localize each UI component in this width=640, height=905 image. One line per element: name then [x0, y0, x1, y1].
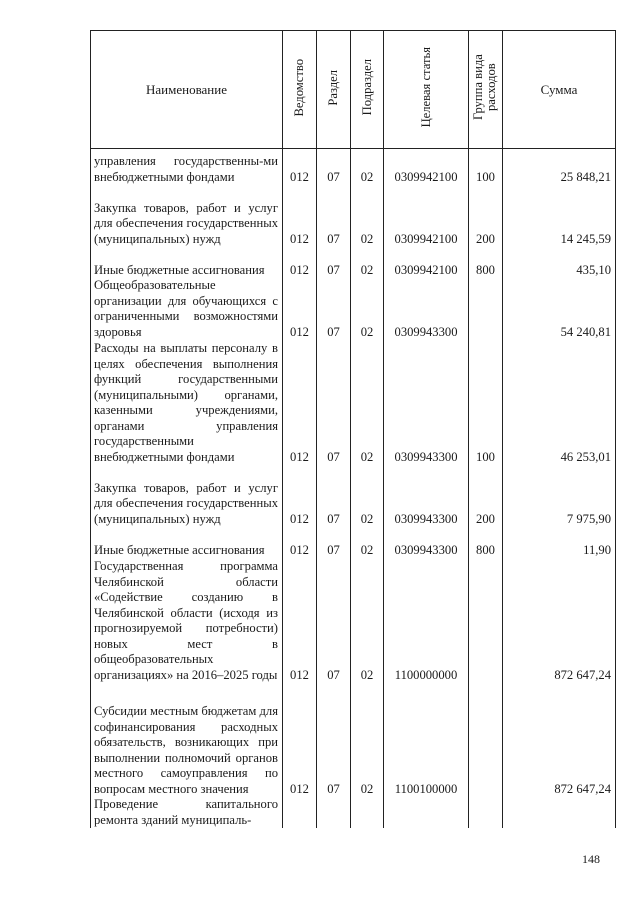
row-razdel: 07	[317, 247, 351, 278]
row-celevaya: 0309943300	[384, 465, 469, 527]
row-summa: 435,10	[503, 247, 616, 278]
table-body	[91, 149, 616, 829]
row-celevaya: 1100100000	[384, 683, 469, 797]
row-vedomstvo	[283, 797, 317, 828]
row-gruppa: 800	[469, 247, 503, 278]
row-name: Субсидии местным бюджетам для софинансирования расходных обязательств, возникающих при выполнении полномочий органов местного самоуправления по вопросам местного значения	[91, 683, 283, 797]
table-row	[91, 185, 616, 247]
row-vedomstvo: 012	[283, 185, 317, 247]
row-celevaya: 0309942100	[384, 247, 469, 278]
row-name: Общеобразовательные организации для обучающихся с ограниченными возможностями здоровья	[91, 278, 283, 340]
row-podrazdel: 02	[351, 149, 384, 186]
row-vedomstvo: 012	[283, 278, 317, 340]
row-gruppa	[469, 278, 503, 340]
row-podrazdel: 02	[351, 558, 384, 683]
row-vedomstvo: 012	[283, 247, 317, 278]
header-celevaya: Целевая статья	[384, 31, 469, 149]
row-summa: 46 253,01	[503, 340, 616, 465]
row-celevaya: 0309943300	[384, 278, 469, 340]
row-name: Иные бюджетные ассигнования	[91, 247, 283, 278]
row-razdel: 07	[317, 278, 351, 340]
row-razdel: 07	[317, 558, 351, 683]
row-name: Закупка товаров, работ и услуг для обеспечения государственных (муниципальных) нужд	[91, 465, 283, 527]
row-razdel: 07	[317, 527, 351, 558]
row-celevaya: 0309943300	[384, 527, 469, 558]
row-name: управления государственны-ми внебюджетными фондами	[91, 149, 283, 186]
row-name: Закупка товаров, работ и услуг для обеспечения государственных (муниципальных) нужд	[91, 185, 283, 247]
table-header	[91, 31, 616, 149]
row-vedomstvo: 012	[283, 558, 317, 683]
header-vedomstvo: Ведомство	[283, 31, 317, 149]
table-row	[91, 465, 616, 527]
header-gruppa: Группа вида расходов	[469, 31, 503, 149]
row-razdel: 07	[317, 185, 351, 247]
row-summa: 872 647,24	[503, 558, 616, 683]
row-razdel: 07	[317, 465, 351, 527]
table-row	[91, 683, 616, 797]
row-gruppa	[469, 558, 503, 683]
table-row	[91, 278, 616, 340]
table-row	[91, 558, 616, 683]
page-number: 148	[582, 852, 600, 866]
row-vedomstvo: 012	[283, 149, 317, 186]
row-summa: 14 245,59	[503, 185, 616, 247]
row-summa: 872 647,24	[503, 683, 616, 797]
budget-table	[90, 30, 616, 828]
header-razdel: Раздел	[317, 31, 351, 149]
row-podrazdel: 02	[351, 185, 384, 247]
row-gruppa: 800	[469, 527, 503, 558]
row-podrazdel: 02	[351, 278, 384, 340]
row-podrazdel: 02	[351, 247, 384, 278]
row-celevaya	[384, 797, 469, 828]
table-row	[91, 797, 616, 828]
row-gruppa: 200	[469, 185, 503, 247]
row-summa: 7 975,90	[503, 465, 616, 527]
row-celevaya: 0309942100	[384, 185, 469, 247]
row-vedomstvo: 012	[283, 683, 317, 797]
row-summa	[503, 797, 616, 828]
row-name: Расходы на выплаты персоналу в целях обеспечения выполнения функций государственными (муниципальными) органами, казенными учреждениями, органами управления государственными внебюджетными фондами	[91, 340, 283, 465]
row-vedomstvo: 012	[283, 465, 317, 527]
row-podrazdel: 02	[351, 683, 384, 797]
table-row	[91, 247, 616, 278]
row-razdel: 07	[317, 149, 351, 186]
row-gruppa: 200	[469, 465, 503, 527]
row-summa: 11,90	[503, 527, 616, 558]
row-razdel	[317, 797, 351, 828]
row-podrazdel: 02	[351, 340, 384, 465]
row-gruppa: 100	[469, 149, 503, 186]
row-podrazdel: 02	[351, 465, 384, 527]
row-celevaya: 0309942100	[384, 149, 469, 186]
row-summa: 54 240,81	[503, 278, 616, 340]
table-row	[91, 340, 616, 465]
header-name: Наименование	[91, 31, 283, 149]
header-summa: Сумма	[503, 31, 616, 149]
row-celevaya: 1100000000	[384, 558, 469, 683]
row-vedomstvo: 012	[283, 527, 317, 558]
row-podrazdel	[351, 797, 384, 828]
header-podrazdel: Подраздел	[351, 31, 384, 149]
row-vedomstvo: 012	[283, 340, 317, 465]
table-row	[91, 527, 616, 558]
row-razdel: 07	[317, 340, 351, 465]
row-celevaya: 0309943300	[384, 340, 469, 465]
row-name: Проведение капитального ремонта зданий муниципаль-	[91, 797, 283, 828]
row-gruppa	[469, 797, 503, 828]
row-gruppa	[469, 683, 503, 797]
row-name: Иные бюджетные ассигнования	[91, 527, 283, 558]
row-razdel: 07	[317, 683, 351, 797]
table-row	[91, 149, 616, 186]
row-summa: 25 848,21	[503, 149, 616, 186]
row-podrazdel: 02	[351, 527, 384, 558]
row-name: Государственная программа Челябинской области «Содействие созданию в Челябинской области (исходя из прогнозируемой потребности) новых мест в общеобразовательных организациях» на 2016–2025 годы	[91, 558, 283, 683]
row-gruppa: 100	[469, 340, 503, 465]
